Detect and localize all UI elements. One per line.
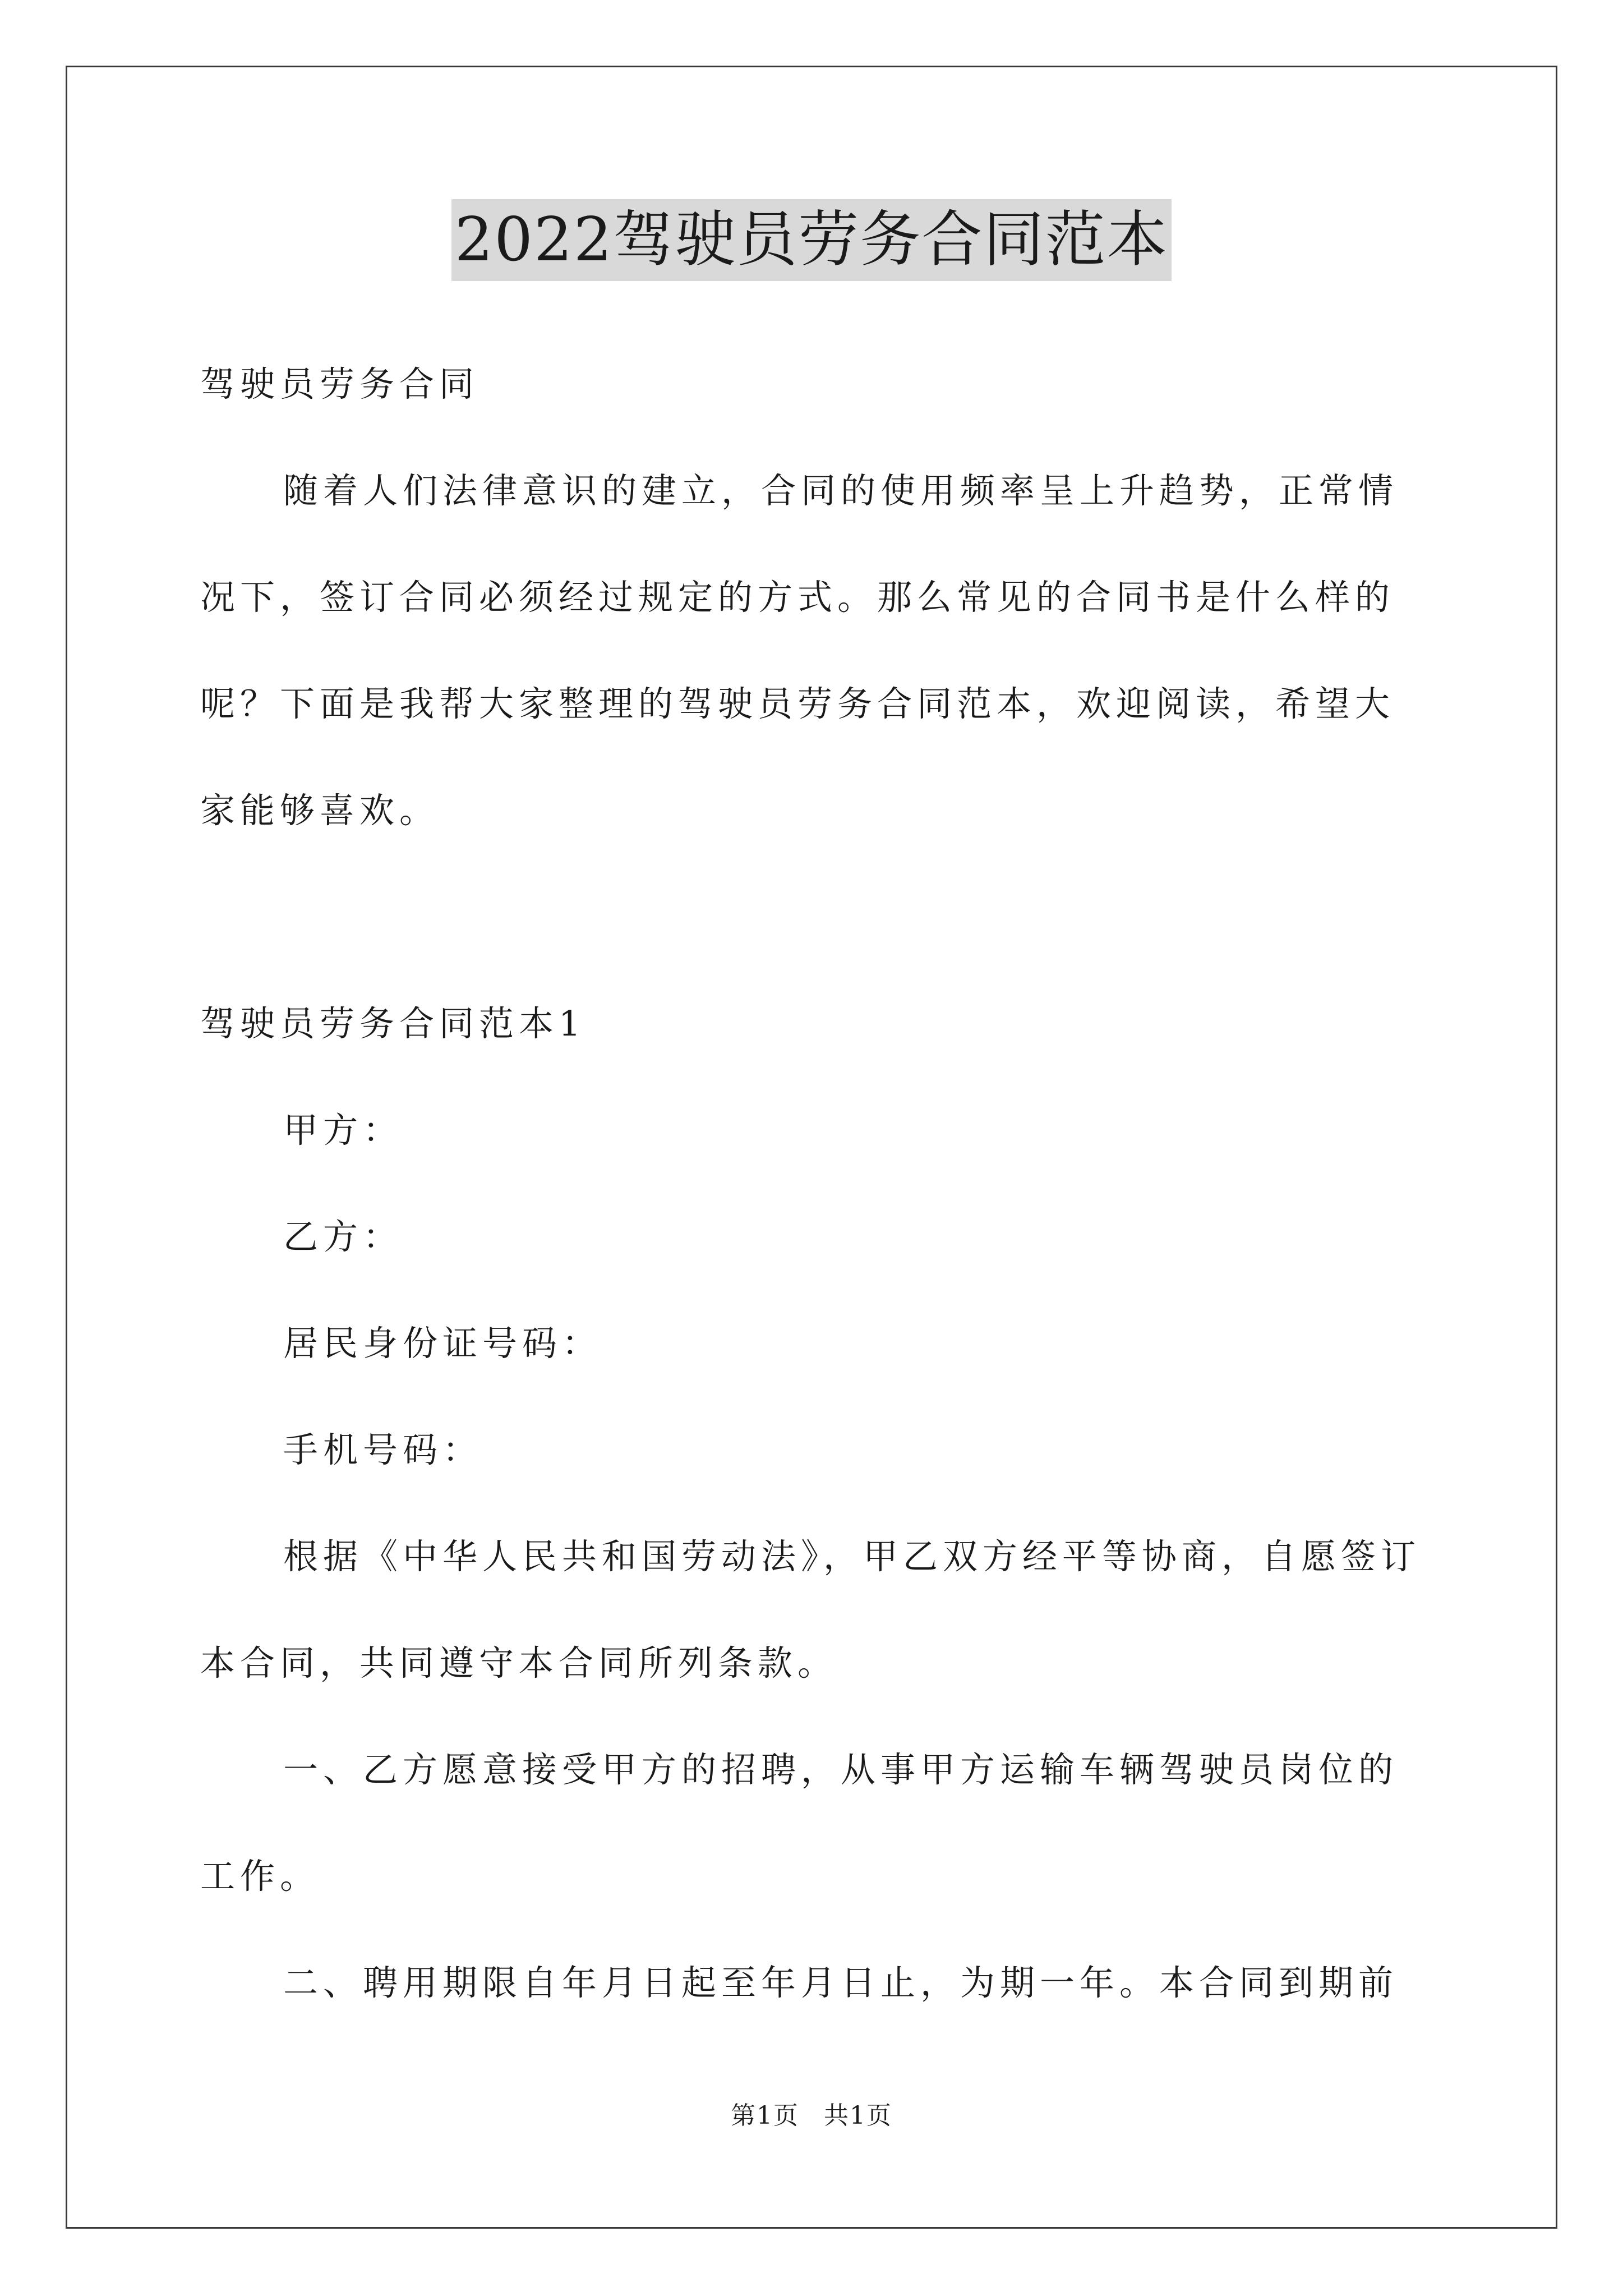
intro-line: 家能够喜欢。 [200, 790, 440, 831]
clause-line: 二、聘用期限自年月日起至年月日止，为期一年。本合同到期前 [283, 1962, 1399, 2003]
clause-line: 根据《中华人民共和国劳动法》，甲乙双方经平等协商，自愿签订 [283, 1536, 1421, 1577]
document-subtitle: 驾驶员劳务合同 [200, 364, 479, 404]
title-container [0, 199, 1623, 281]
party-a-field: 甲方： [283, 1110, 403, 1151]
section-heading: 驾驶员劳务合同范本1 [200, 1003, 586, 1044]
phone-field: 手机号码： [283, 1429, 483, 1470]
id-number-field: 居民身份证号码： [283, 1323, 602, 1364]
clause-line: 工作。 [200, 1856, 320, 1897]
document-title: 2022驾驶员劳务合同范本 [451, 199, 1172, 281]
intro-line: 随着人们法律意识的建立，合同的使用频率呈上升趋势，正常情 [283, 470, 1399, 511]
page-footer [0, 2095, 1623, 2131]
page-number-current: 第1页 [731, 2101, 799, 2130]
clause-line: 一、乙方愿意接受甲方的招聘，从事甲方运输车辆驾驶员岗位的 [283, 1749, 1399, 1790]
party-b-field: 乙方： [283, 1216, 403, 1257]
clause-line: 本合同，共同遵守本合同所列条款。 [200, 1642, 838, 1683]
page-number-total: 共1页 [824, 2101, 892, 2130]
intro-line: 呢？下面是我帮大家整理的驾驶员劳务合同范本，欢迎阅读，希望大 [200, 683, 1395, 724]
intro-line: 况下，签订合同必须经过规定的方式。那么常见的合同书是什么样的 [200, 577, 1395, 618]
